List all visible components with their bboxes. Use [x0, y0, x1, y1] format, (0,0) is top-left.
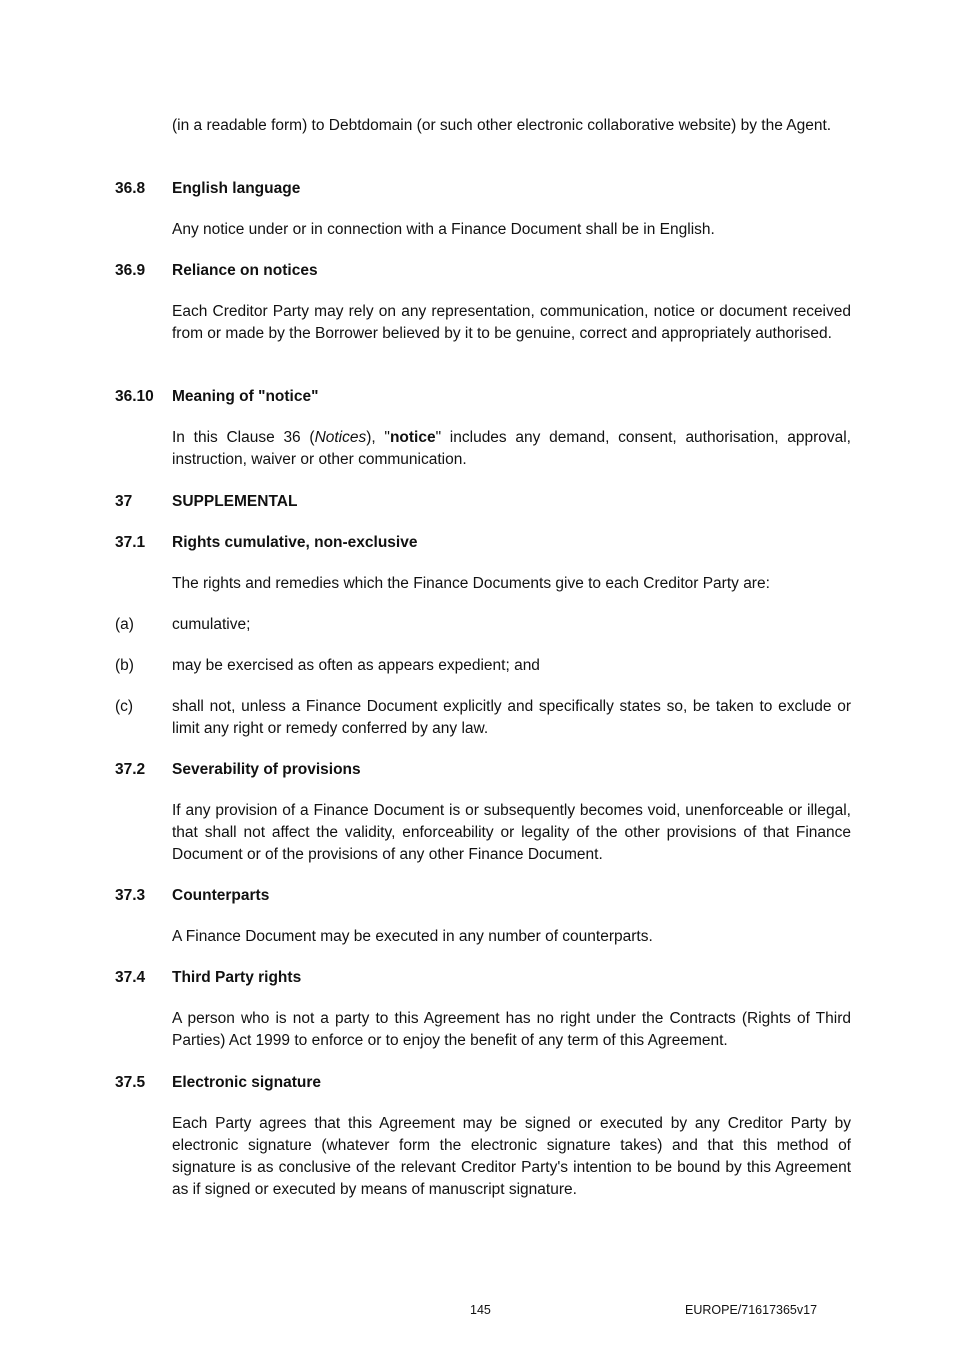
clause-36-9-heading: Reliance on notices	[172, 262, 318, 279]
continuation-paragraph: (in a readable form) to Debtdomain (or such other electronic collaborative website) by the Agent.	[172, 117, 832, 134]
clause-37-2-heading: Severability of provisions	[172, 761, 361, 778]
document-reference: EUROPE/71617365v17	[685, 1303, 818, 1317]
list-item-text: cumulative;	[172, 616, 251, 633]
clause-37-3-body: A Finance Document may be executed in any number of counterparts.	[172, 928, 653, 945]
clause-37-4-number: 37.4	[115, 969, 146, 986]
clause-37-4-body: A person who is not a party to this Agreement has no right under the Contracts (Rights of Third Parties) Act 1999 to enforce or to enjoy the benefit of any term of this Agreement.	[172, 1010, 851, 1049]
clause-36-10-body: In this Clause 36 (Notices), "notice" includes any demand, consent, authorisation, approval, instruction, waiver or other communication.	[172, 429, 851, 468]
clause-36-9-number: 36.9	[115, 262, 146, 279]
list-item-text: may be exercised as often as appears expedient; and	[172, 657, 540, 674]
clause-reference-italic: Notices	[314, 429, 367, 446]
clause-36-9-body: Each Creditor Party may rely on any representation, communication, notice or document received from or made by the Borrower believed by it to be genuine, correct and appropriately authorised.	[172, 303, 851, 342]
clause-36-8-heading: English language	[172, 180, 301, 197]
list-item-text: shall not, unless a Finance Document explicitly and specifically states so, be taken to exclude or limit any right or remedy conferred by any law.	[172, 698, 851, 737]
list-item-label: (c)	[115, 698, 134, 715]
clause-37-2-number: 37.2	[115, 761, 146, 778]
clause-36-10-heading: Meaning of "notice"	[172, 388, 319, 405]
clause-37-5-body: Each Party agrees that this Agreement may be signed or executed by any Creditor Party by electronic signature (whatever form the electronic signature takes) and that this method of signature is as conclusive of the relevant Creditor Party's intention to be bound by this Agreement as if signed or executed by means of manuscript signature.	[172, 1115, 851, 1198]
defined-term: notice	[389, 429, 436, 446]
list-item-label: (a)	[115, 616, 134, 633]
clause-37-3-heading: Counterparts	[172, 887, 270, 904]
clause-37-5-heading: Electronic signature	[172, 1074, 322, 1091]
list-item-label: (b)	[115, 657, 134, 674]
clause-37-1-number: 37.1	[115, 534, 146, 551]
clause-36-10-number: 36.10	[115, 388, 154, 405]
clause-37-1-heading: Rights cumulative, non-exclusive	[172, 534, 418, 551]
clause-37-5-number: 37.5	[115, 1074, 146, 1091]
clause-37-4-heading: Third Party rights	[172, 969, 302, 986]
clause-37-3-number: 37.3	[115, 887, 146, 904]
clause-36-8-number: 36.8	[115, 180, 146, 197]
clause-37-number: 37	[115, 493, 133, 510]
page-number: 145	[470, 1303, 491, 1317]
clause-37-1-intro: The rights and remedies which the Finance Documents give to each Creditor Party are:	[172, 575, 770, 592]
clause-36-8-body: Any notice under or in connection with a Finance Document shall be in English.	[172, 221, 715, 238]
clause-37-heading: SUPPLEMENTAL	[172, 493, 298, 510]
clause-37-2-body: If any provision of a Finance Document is or subsequently becomes void, unenforceable or illegal, that shall not affect the validity, enforceability or legality of the other provisions of that Finance Document or of the provisions of any other Finance Document.	[172, 802, 851, 863]
